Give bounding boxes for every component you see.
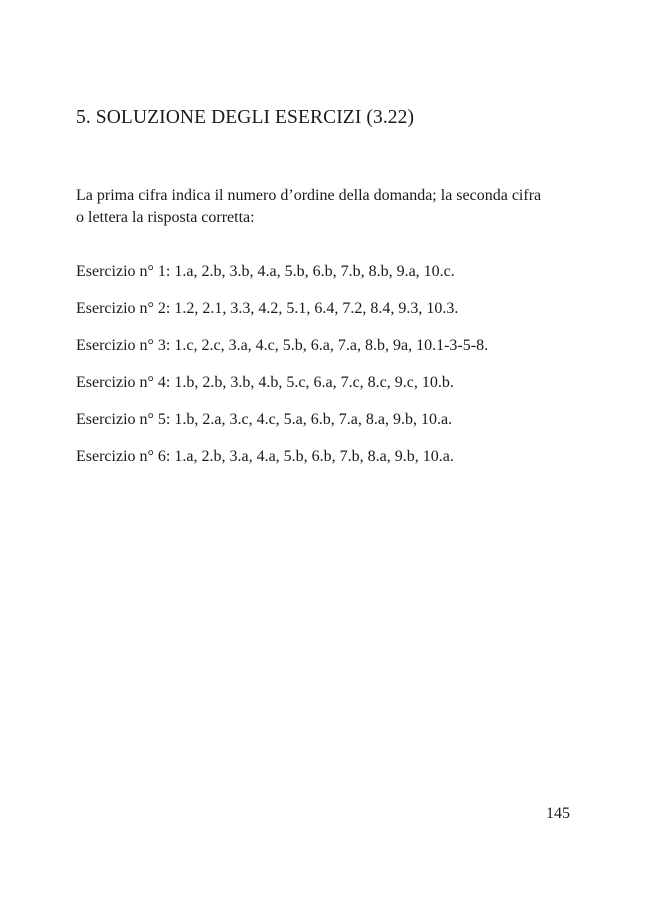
exercise-label: Esercizio n° 6:	[76, 448, 171, 465]
exercise-row-4	[76, 372, 488, 409]
exercise-label: Esercizio n° 1:	[76, 263, 171, 280]
exercise-row-3	[76, 335, 488, 372]
exercise-row-5	[76, 409, 488, 446]
answer-list	[76, 261, 488, 483]
exercise-label: Esercizio n° 4:	[76, 374, 171, 391]
page-number: 145	[546, 805, 570, 822]
exercise-label: Esercizio n° 3:	[76, 337, 171, 354]
intro-line: La prima cifra indica il numero d’ordine della domanda; la seconda cifra	[76, 187, 542, 204]
intro-line: o lettera la risposta corretta:	[76, 209, 255, 226]
exercise-answers: 1.a, 2.b, 3.b, 4.a, 5.b, 6.b, 7.b, 8.b, 9.a, 10.c.	[174, 263, 455, 280]
intro-paragraph	[76, 185, 576, 229]
exercise-label: Esercizio n° 5:	[76, 411, 171, 428]
exercise-row-2	[76, 298, 488, 335]
exercise-answers: 1.c, 2.c, 3.a, 4.c, 5.b, 6.a, 7.a, 8.b, 9a, 10.1-3-5-8.	[174, 337, 489, 354]
exercise-row-1	[76, 261, 488, 298]
exercise-label: Esercizio n° 2:	[76, 300, 171, 317]
exercise-answers: 1.b, 2.b, 3.b, 4.b, 5.c, 6.a, 7.c, 8.c, 9.c, 10.b.	[174, 374, 454, 391]
exercise-answers: 1.a, 2.b, 3.a, 4.a, 5.b, 6.b, 7.b, 8.a, 9.b, 10.a.	[174, 448, 454, 465]
exercise-row-6	[76, 446, 488, 483]
section-heading: 5. SOLUZIONE DEGLI ESERCIZI (3.22)	[76, 107, 415, 128]
exercise-answers: 1.2, 2.1, 3.3, 4.2, 5.1, 6.4, 7.2, 8.4, 9.3, 10.3.	[174, 300, 459, 317]
exercise-answers: 1.b, 2.a, 3.c, 4.c, 5.a, 6.b, 7.a, 8.a, 9.b, 10.a.	[174, 411, 453, 428]
